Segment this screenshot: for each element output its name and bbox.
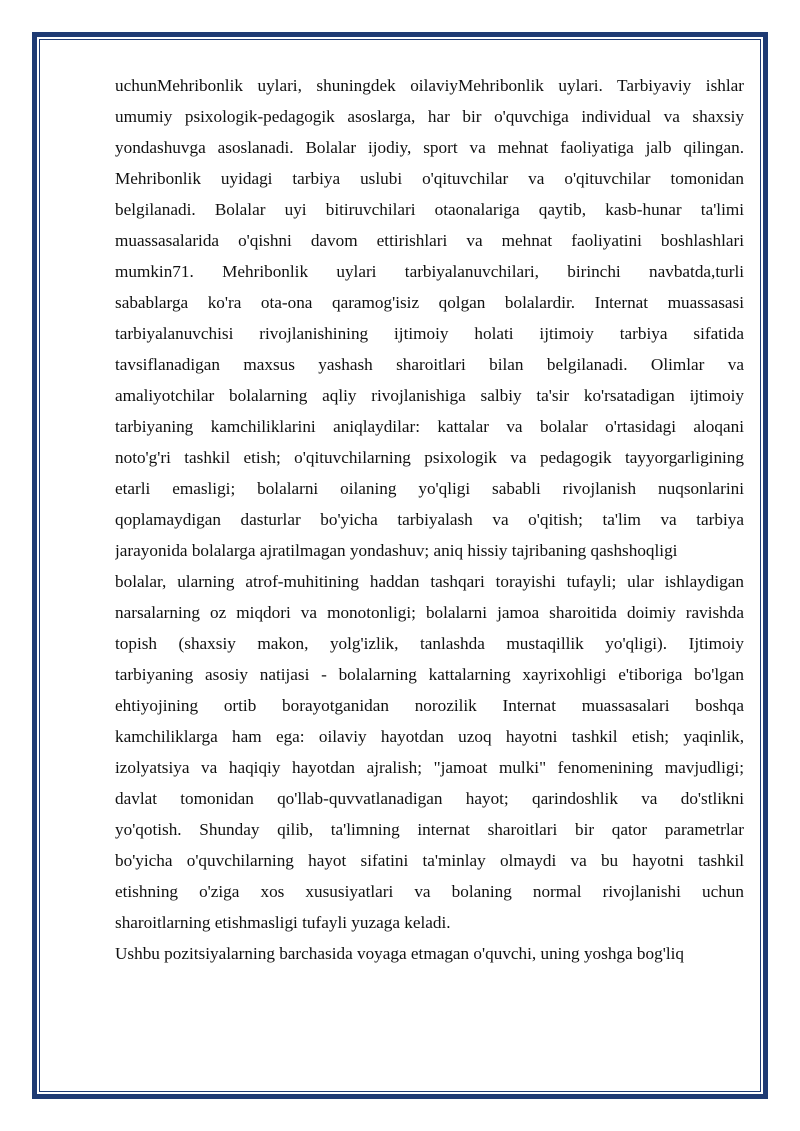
text-line: tarbiyaning kamchiliklarini aniqlaydilar: kattalar va bolalar o'rtasidagi aloqani: [115, 417, 744, 436]
text-line: bolalar, ularning atrof-muhitining haddan tashqari torayishi tufayli; ular ishlaydigan: [115, 572, 744, 591]
text-line: etishning o'ziga xos xususiyatlari va bolaning normal rivojlanishi uchun: [115, 882, 744, 901]
text-line: belgilanadi. Bolalar uyi bitiruvchilari otaonalariga qaytib, kasb-hunar ta'limi: [115, 200, 744, 219]
text-line: topish (shaxsiy makon, yolg'izlik, tanlashda mustaqillik yo'qligi). Ijtimoiy: [115, 634, 744, 653]
text-line: sabablarga ko'ra ota-ona qaramog'isiz qolgan bolalardir. Internat muassasasi: [115, 293, 744, 312]
text-line: umumiy psixologik-pedagogik asoslarga, har bir o'quvchiga individual va shaxsiy: [115, 107, 744, 126]
text-line: jarayonida bolalarga ajratilmagan yondashuv; aniq hissiy tajribaning qashshoqligi: [115, 541, 678, 560]
text-line: amaliyotchilar bolalarning aqliy rivojlanishiga salbiy ta'sir ko'rsatadigan ijtimoiy: [115, 386, 744, 405]
text-line: tavsiflanadigan maxsus yashash sharoitlari bilan belgilanadi. Olimlar va: [115, 355, 744, 374]
text-line: uchunMehribonlik uylari, shuningdek oilaviyMehribonlik uylari. Tarbiyaviy ishlar: [115, 76, 744, 95]
text-line: Mehribonlik uyidagi tarbiya uslubi o'qituvchilar va o'qituvchilar tomonidan: [115, 169, 744, 188]
text-line: muassasalarida o'qishni davom ettirishlari va mehnat faoliyatini boshlashlari: [115, 231, 744, 250]
text-line: davlat tomonidan qo'llab-quvvatlanadigan hayot; qarindoshlik va do'stlikni: [115, 789, 744, 808]
body-text: [115, 70, 744, 969]
text-line: noto'g'ri tashkil etish; o'qituvchilarning psixologik va pedagogik tayyorgarligining: [115, 448, 744, 467]
text-line: qoplamaydigan dasturlar bo'yicha tarbiyalash va o'qitish; ta'lim va tarbiya: [115, 510, 744, 529]
text-line: yo'qotish. Shunday qilib, ta'limning internat sharoitlari bir qator parametrlar: [115, 820, 744, 839]
text-line: narsalarning oz miqdori va monotonligi; bolalarni jamoa sharoitida doimiy ravishda: [115, 603, 744, 622]
text-line: Ushbu pozitsiyalarning barchasida voyaga etmagan o'quvchi, uning yoshga bog'liq: [115, 944, 684, 963]
text-line: kamchiliklarga ham ega: oilaviy hayotdan uzoq hayotni tashkil etish; yaqinlik,: [115, 727, 744, 746]
text-line: etarli emasligi; bolalarni oilaning yo'qligi sababli rivojlanish nuqsonlarini: [115, 479, 744, 498]
text-line: tarbiyalanuvchisi rivojlanishining ijtimoiy holati ijtimoiy tarbiya sifatida: [115, 324, 744, 343]
text-line: tarbiyaning asosiy natijasi - bolalarning kattalarning xayrixohligi e'tiboriga bo'lgan: [115, 665, 744, 684]
text-line: izolyatsiya va haqiqiy hayotdan ajralish; "jamoat mulki" fenomenining mavjudligi;: [115, 758, 744, 777]
text-line: yondashuvga asoslanadi. Bolalar ijodiy, sport va mehnat faoliyatiga jalb qilingan.: [115, 138, 744, 157]
text-line: sharoitlarning etishmasligi tufayli yuzaga keladi.: [115, 913, 451, 932]
text-line: bo'yicha o'quvchilarning hayot sifatini ta'minlay olmaydi va bu hayotni tashkil: [115, 851, 744, 870]
text-line: mumkin71. Mehribonlik uylari tarbiyalanuvchilari, birinchi navbatda,turli: [115, 262, 744, 281]
text-line: ehtiyojining ortib borayotganidan norozilik Internat muassasalari boshqa: [115, 696, 744, 715]
